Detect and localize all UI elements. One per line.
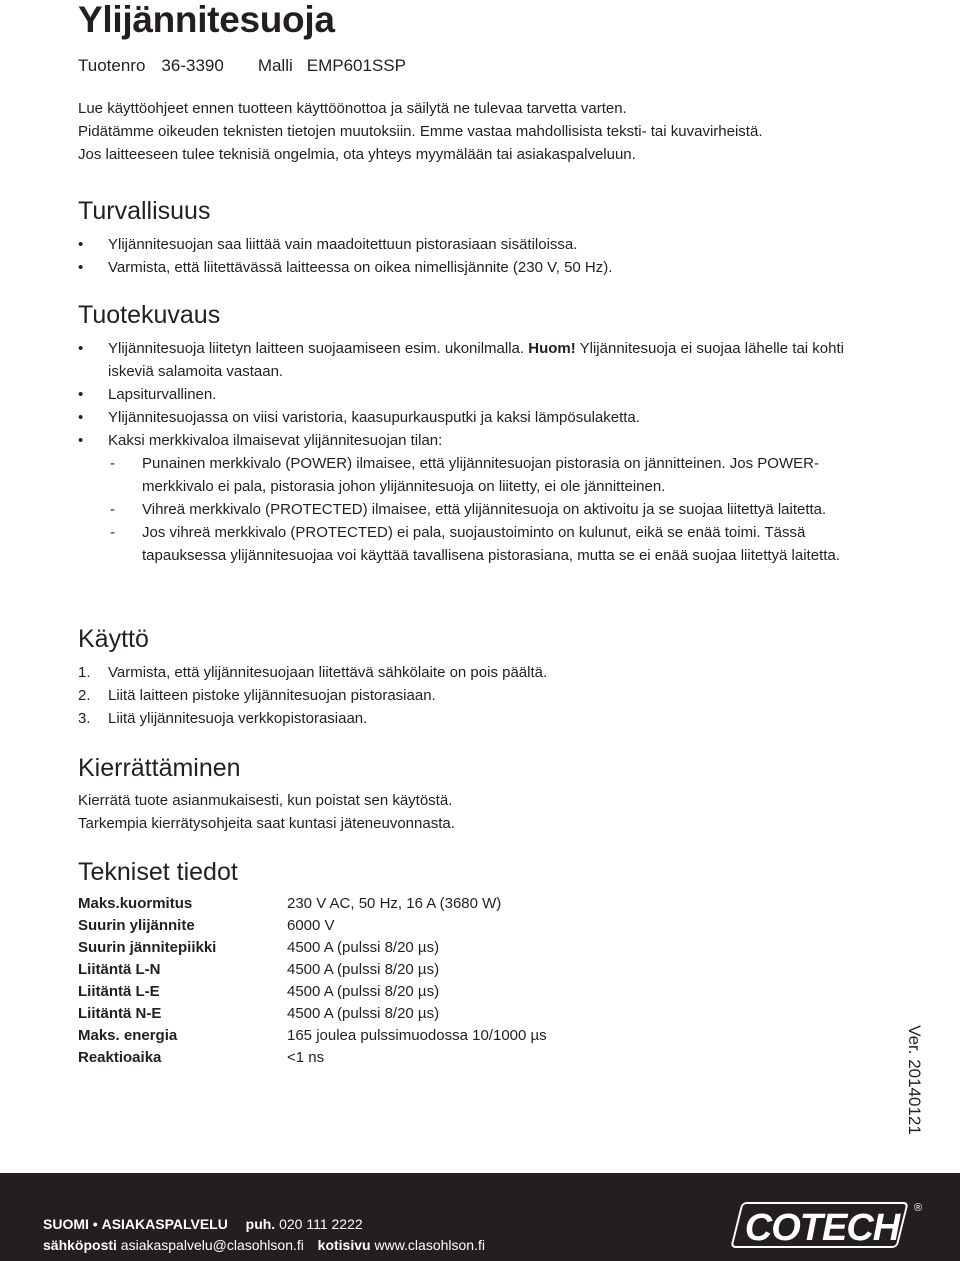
- product-number-label: Tuotenro: [78, 56, 146, 75]
- safety-list: [78, 233, 868, 279]
- step-item: 2. Liitä laitteen pistoke ylijännitesuojan pistorasiaan.: [78, 687, 436, 704]
- email-link[interactable]: asiakaspalvelu@clasohlson.fi: [120, 1237, 304, 1253]
- sub-list-item: - Vihreä merkkivalo (PROTECTED) ilmaisee, että ylijännitesuoja on aktivoitu ja se suojaa liitettyä laitetta.: [78, 498, 868, 521]
- cotech-logo: [726, 1197, 926, 1253]
- bullet-icon: •: [78, 259, 84, 276]
- product-number: 36-3390: [161, 56, 224, 75]
- safety-heading: Turvallisuus: [78, 197, 211, 225]
- intro-line: Jos laitteeseen tulee teknisiä ongelmia, ota yhteys myymälään tai asiakaspalveluun.: [78, 146, 636, 163]
- svg-text:COTECH: COTECH: [744, 1207, 900, 1249]
- bullet-icon: •: [78, 432, 84, 449]
- dash-icon: -: [110, 501, 115, 518]
- usage-heading: Käyttö: [78, 625, 149, 653]
- table-row: Liitäntä L-N 4500 A (pulssi 8/20 µs): [78, 961, 440, 978]
- intro-line: Lue käyttöohjeet ennen tuotteen käyttöönottoa ja säilytä ne tulevaa tarvetta varten.: [78, 100, 627, 117]
- bullet-icon: •: [78, 236, 84, 253]
- intro-line: Pidätämme oikeuden teknisten tietojen muutoksiin. Emme vastaa mahdollisista teksti- tai kuvavirheistä.: [78, 123, 763, 140]
- table-row: Maks.kuormitus 230 V AC, 50 Hz, 16 A (3680 W): [78, 895, 502, 912]
- svg-text:®: ®: [913, 1202, 923, 1214]
- table-row: Reaktioaika <1 ns: [78, 1049, 325, 1066]
- list-item: • Varmista, että liitettävässä laitteessa on oikea nimellisjännite (230 V, 50 Hz).: [78, 256, 868, 279]
- sub-list-item: - Jos vihreä merkkivalo (PROTECTED) ei pala, suojaustoiminto on kulunut, eikä se enää toimi. Tässä tapauksessa ylijännitesuojaa voi käyttää tavallisena pistorasiana, mutta se ei enää suojaa liitettyä laitetta.: [78, 521, 868, 567]
- list-item: • Ylijännitesuoja liitetyn laitteen suojaamiseen esim. ukonilmalla. Huom! Ylijännitesuoja ei suojaa lähelle tai kohti iskeviä salamoita vastaan.: [78, 337, 868, 383]
- note-label: Huom!: [528, 340, 576, 357]
- footer-contact-line: SUOMI • ASIAKASPALVELU puh. 020 111 2222: [43, 1216, 363, 1232]
- website-link[interactable]: www.clasohlson.fi: [374, 1237, 485, 1253]
- dash-icon: -: [110, 455, 115, 472]
- bullet-icon: •: [78, 386, 84, 403]
- list-item: • Kaksi merkkivaloa ilmaisevat ylijännitesuojan tilan:: [78, 429, 868, 452]
- model-label: Malli: [257, 56, 293, 75]
- sub-list-item: - Punainen merkkivalo (POWER) ilmaisee, että ylijännitesuojan pistorasia on jännitteinen. Jos POWER-merkkivalo ei pala, pistorasia johon ylijännitesuoja on liitetty, ei ole jännitteinen.: [78, 452, 868, 498]
- list-item: • Lapsiturvallinen.: [78, 383, 868, 406]
- table-row: Suurin jännitepiikki 4500 A (pulssi 8/20 µs): [78, 939, 440, 956]
- table-row: Suurin ylijännite 6000 V: [78, 917, 335, 934]
- intro-text: [78, 97, 763, 166]
- usage-steps: [78, 661, 868, 730]
- product-info: [78, 55, 406, 77]
- step-item: 3. Liitä ylijännitesuoja verkkopistorasiaan.: [78, 710, 368, 727]
- table-row: Liitäntä L-E 4500 A (pulssi 8/20 µs): [78, 983, 440, 1000]
- page-title: Ylijännitesuoja: [78, 0, 335, 40]
- list-item: • Ylijännitesuojassa on viisi varistoria, kaasupurkausputki ja kaksi lämpösulaketta.: [78, 406, 868, 429]
- dash-icon: -: [110, 524, 115, 541]
- footer: [0, 1173, 960, 1261]
- phone-number: 020 111 2222: [279, 1216, 363, 1232]
- bullet-icon: •: [78, 409, 84, 426]
- table-row: Maks. energia 165 joulea pulssimuodossa 10/1000 µs: [78, 1027, 547, 1044]
- version-label: Ver. 20140121: [905, 1025, 924, 1135]
- list-item: • Ylijännitesuojan saa liittää vain maadoitettuun pistorasiaan sisätiloissa.: [78, 233, 868, 256]
- description-list: [78, 337, 868, 567]
- bullet-icon: •: [78, 340, 84, 357]
- step-item: 1. Varmista, että ylijännitesuojaan liitettävä sähkölaite on pois päältä.: [78, 664, 548, 681]
- specs-heading: Tekniset tiedot: [78, 858, 238, 886]
- table-row: Liitäntä N-E 4500 A (pulssi 8/20 µs): [78, 1005, 440, 1022]
- description-heading: Tuotekuvaus: [78, 301, 221, 329]
- recycling-heading: Kierrättäminen: [78, 754, 241, 782]
- footer-web-line: sähköposti asiakaspalvelu@clasohlson.fi kotisivu www.clasohlson.fi: [43, 1237, 485, 1253]
- model-number: EMP601SSP: [306, 56, 406, 75]
- recycling-text: Kierrätä tuote asianmukaisesti, kun poistat sen käytöstä. Tarkempia kierrätysohjeita saat kuntasi jäteneuvonnasta.: [78, 792, 455, 832]
- specs-table: [78, 893, 547, 1069]
